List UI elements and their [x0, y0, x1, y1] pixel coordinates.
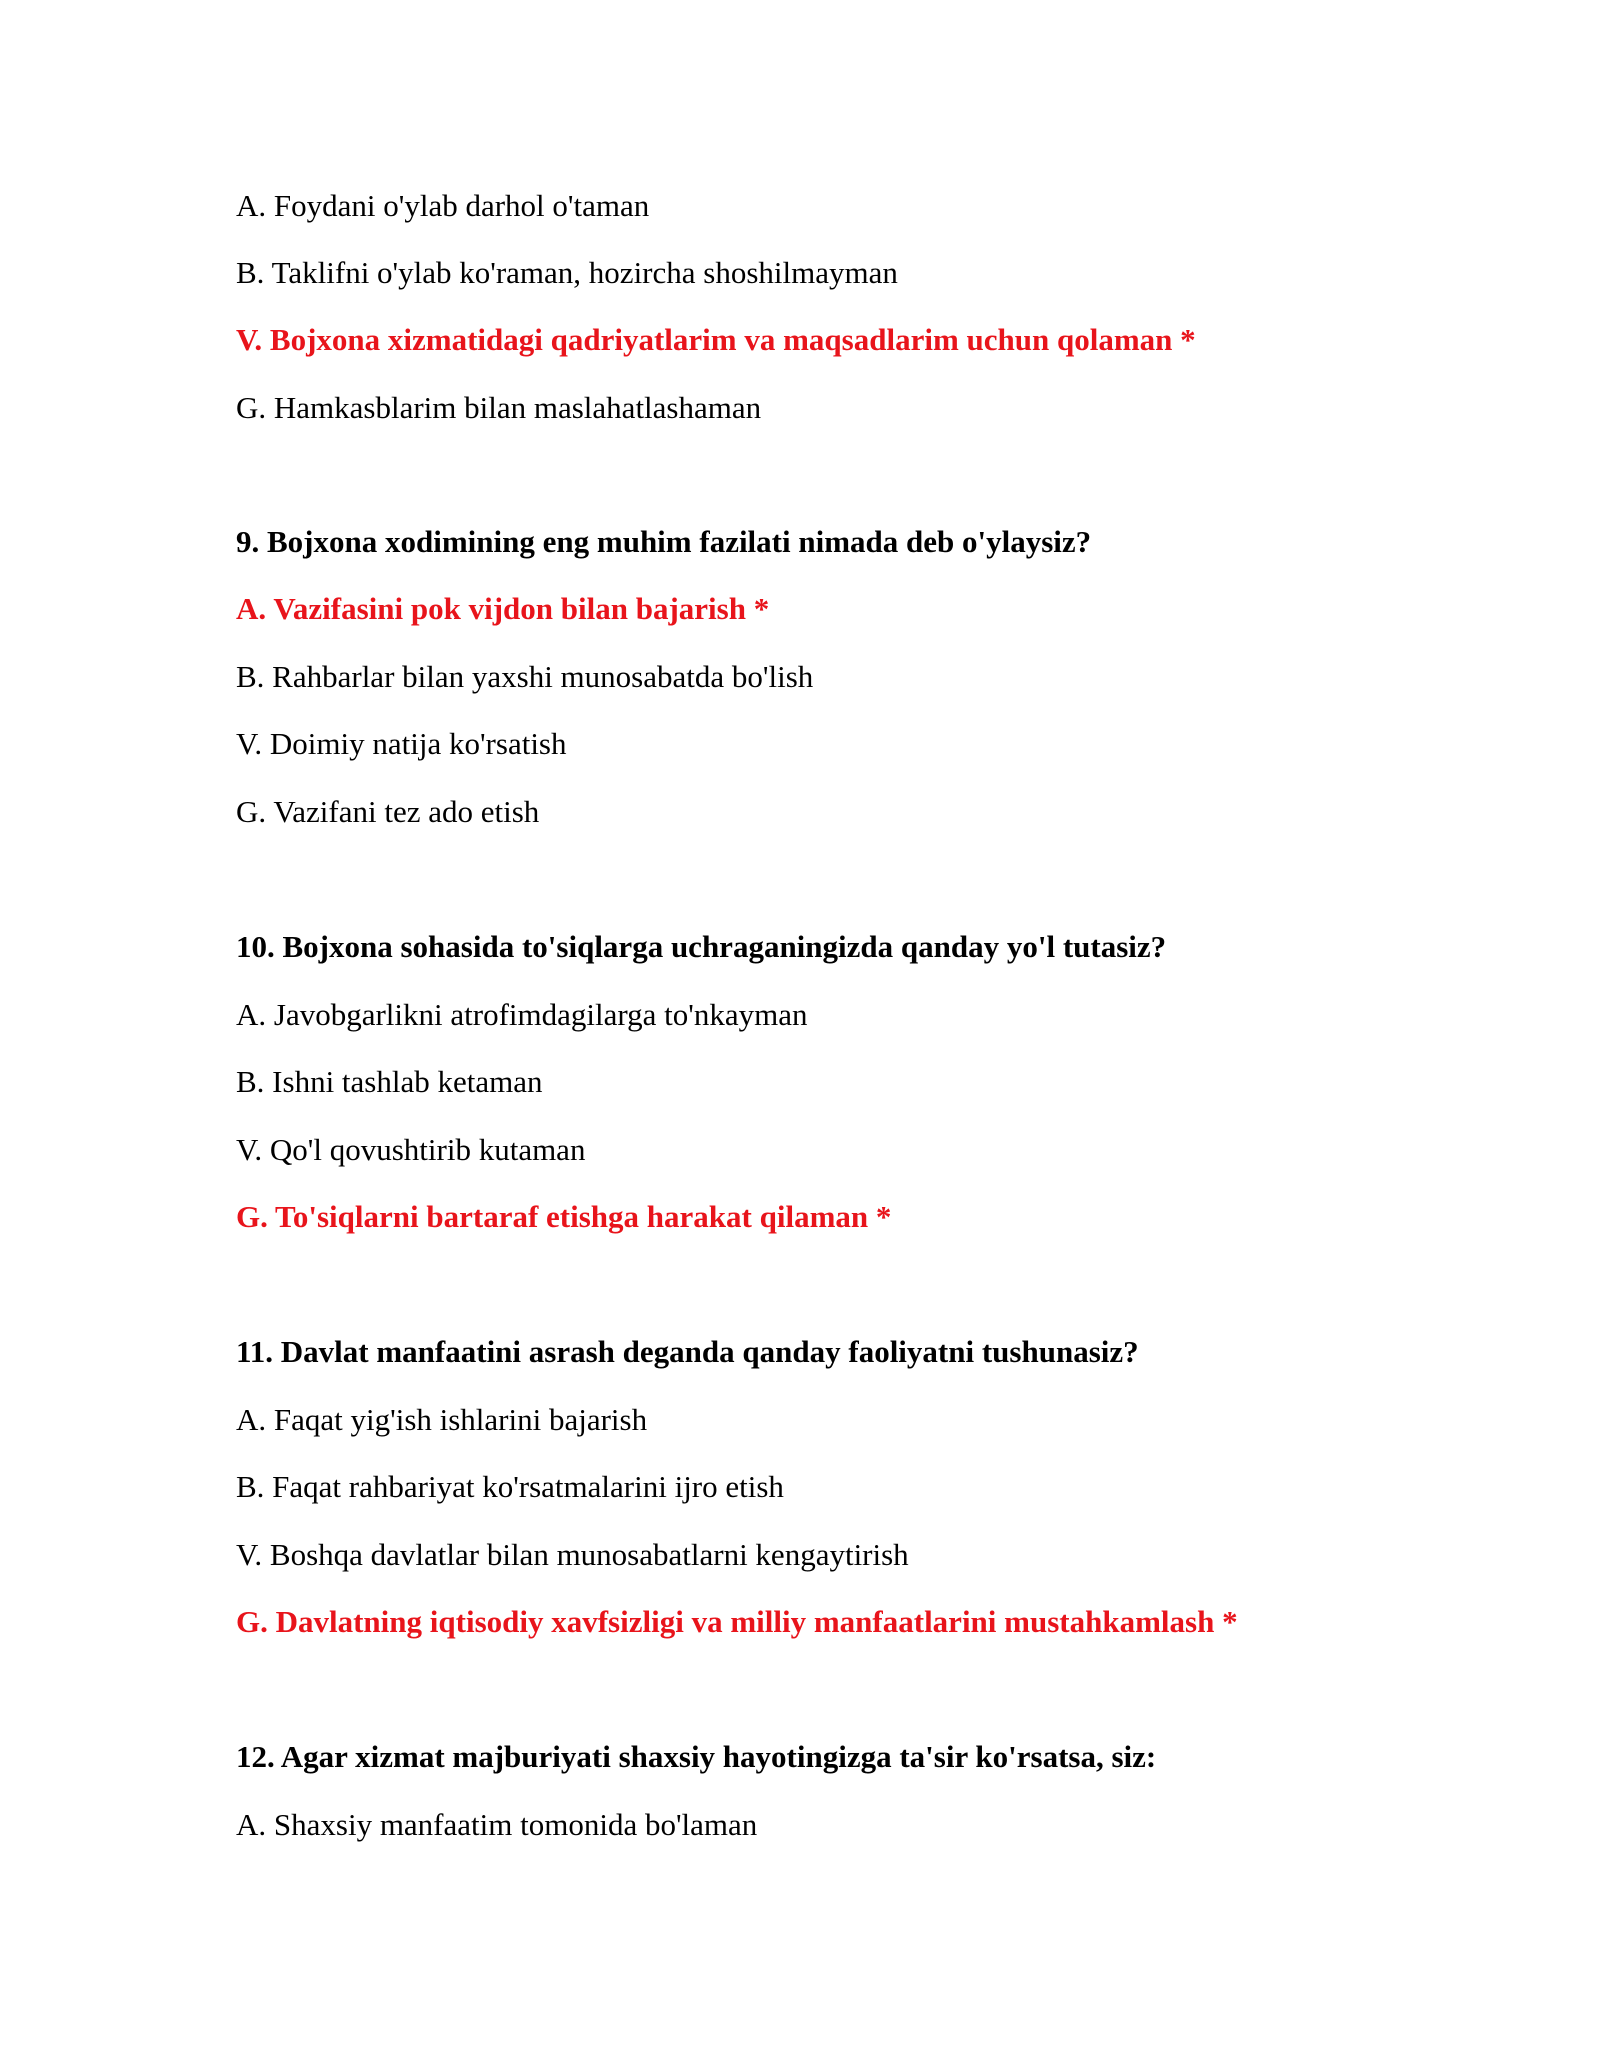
- option-v: V. Qo'l qovushtirib kutaman: [236, 1132, 586, 1167]
- correct-option-g: G. To'siqlarni bartaraf etishga harakat qilaman *: [236, 1199, 892, 1234]
- correct-option-v: V. Bojxona xizmatidagi qadriyatlarim va maqsadlarim uchun qolaman *: [236, 322, 1196, 357]
- option-v: V. Doimiy natija ko'rsatish: [236, 726, 567, 761]
- option-a: A. Faqat yig'ish ishlarini bajarish: [236, 1402, 648, 1437]
- option-g: G. Vazifani tez ado etish: [236, 794, 540, 829]
- option-a: A. Shaxsiy manfaatim tomonida bo'laman: [236, 1807, 758, 1842]
- option-b: B. Ishni tashlab ketaman: [236, 1064, 543, 1099]
- option-a: A. Javobgarlikni atrofimdagilarga to'nkayman: [236, 997, 808, 1032]
- question-12: 12. Agar xizmat majburiyati shaxsiy hayotingizga ta'sir ko'rsatsa, siz:: [236, 1739, 1157, 1774]
- option-b: B. Faqat rahbariyat ko'rsatmalarini ijro etish: [236, 1469, 784, 1504]
- option-v: V. Boshqa davlatlar bilan munosabatlarni kengaytirish: [236, 1537, 909, 1572]
- correct-option-g: G. Davlatning iqtisodiy xavfsizligi va milliy manfaatlarini mustahkamlash *: [236, 1604, 1238, 1639]
- option-b: B. Taklifni o'ylab ko'raman, hozircha shoshilmayman: [236, 255, 898, 290]
- question-11: 11. Davlat manfaatini asrash deganda qanday faoliyatni tushunasiz?: [236, 1334, 1139, 1369]
- question-9: 9. Bojxona xodimining eng muhim fazilati nimada deb o'ylaysiz?: [236, 524, 1092, 559]
- option-g: G. Hamkasblarim bilan maslahatlashaman: [236, 390, 762, 425]
- option-a: A. Foydani o'ylab darhol o'taman: [236, 188, 650, 223]
- question-10: 10. Bojxona sohasida to'siqlarga uchraganingizda qanday yo'l tutasiz?: [236, 929, 1167, 964]
- correct-option-a: A. Vazifasini pok vijdon bilan bajarish *: [236, 591, 770, 626]
- option-b: B. Rahbarlar bilan yaxshi munosabatda bo'lish: [236, 659, 814, 694]
